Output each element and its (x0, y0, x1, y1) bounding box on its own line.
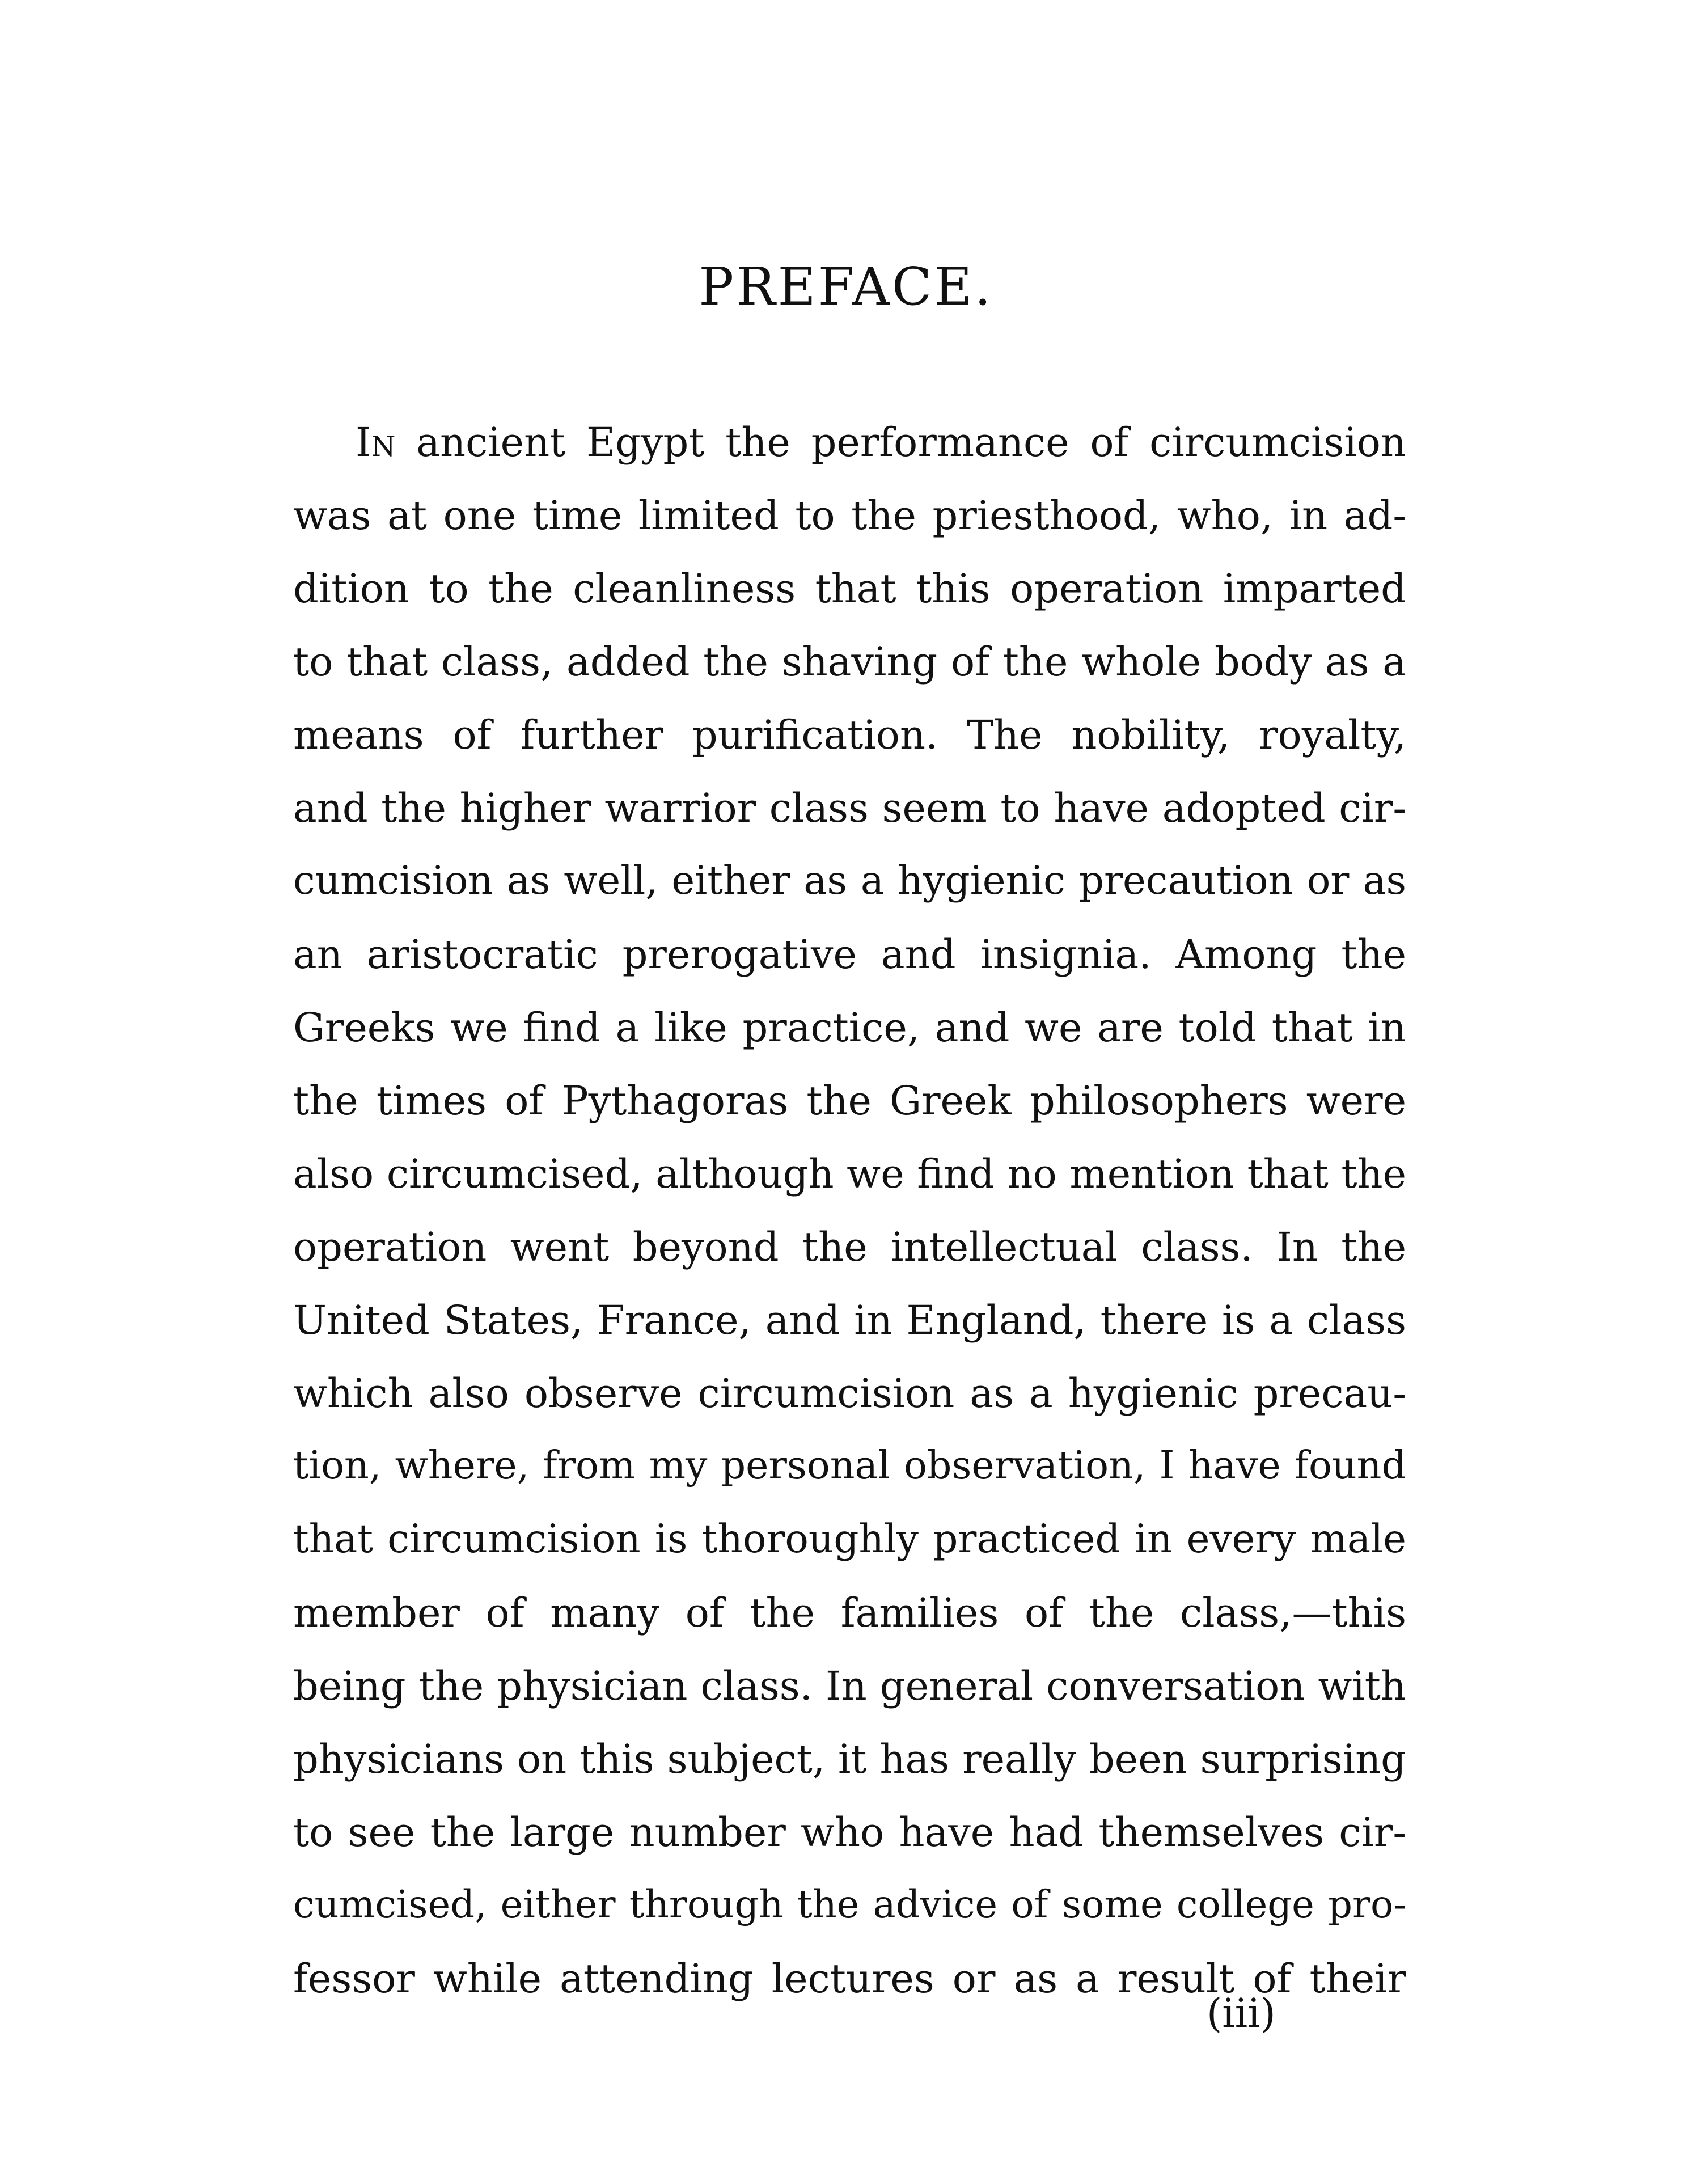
text-line-22: fessor while attending lectures or as a result of their (293, 1955, 1406, 2002)
text-line-18: being the physician class. In general conversation with (293, 1663, 1406, 1709)
text-line-17: member of many of the families of the class,—this (293, 1590, 1406, 1636)
text-line-4: to that class, added the shaving of the whole body as a (293, 639, 1406, 685)
page-number: (iii) (1207, 1990, 1276, 2037)
text-line-3: dition to the cleanliness that this operation imparted (293, 565, 1406, 612)
text-line-5: means of further purification. The nobility, royalty, (293, 712, 1406, 758)
text-line-16: that circumcision is thoroughly practiced in every male (293, 1516, 1406, 1562)
text-line-6: and the higher warrior class seem to have adopted cir- (293, 785, 1406, 831)
text-line-9: Greeks we find a like practice, and we are told that in (293, 1004, 1406, 1051)
text-line-13: United States, France, and in England, there is a class (293, 1297, 1406, 1344)
text-line-11: also circumcised, although we find no mention that the (293, 1151, 1406, 1197)
text-line-15: tion, where, from my personal observation, I have found (293, 1443, 1406, 1488)
text-line-14: which also observe circumcision as a hygienic precau- (293, 1370, 1406, 1417)
text-line-21: cumcised, either through the advice of some college pro- (293, 1882, 1406, 1927)
text-line-19: physicians on this subject, it has really been surprising (293, 1736, 1406, 1782)
text-line-8: an aristocratic prerogative and insignia. Among the (293, 931, 1406, 978)
text-line-1 (356, 419, 1406, 466)
text-line-2: was at one time limited to the priesthood, who, in ad- (293, 492, 1406, 539)
text-line-12: operation went beyond the intellectual class. In the (293, 1224, 1406, 1270)
text-line-20: to see the large number who have had themselves cir- (293, 1809, 1406, 1856)
text-line-10: the times of Pythagoras the Greek philosophers were (293, 1078, 1406, 1124)
text-line-7: cumcision as well, either as a hygienic precaution or as (293, 858, 1406, 903)
line-1-text: ancient Egypt the performance of circumcision (395, 419, 1406, 466)
lead-word: In (356, 419, 396, 466)
page-title: PREFACE. (699, 256, 993, 317)
